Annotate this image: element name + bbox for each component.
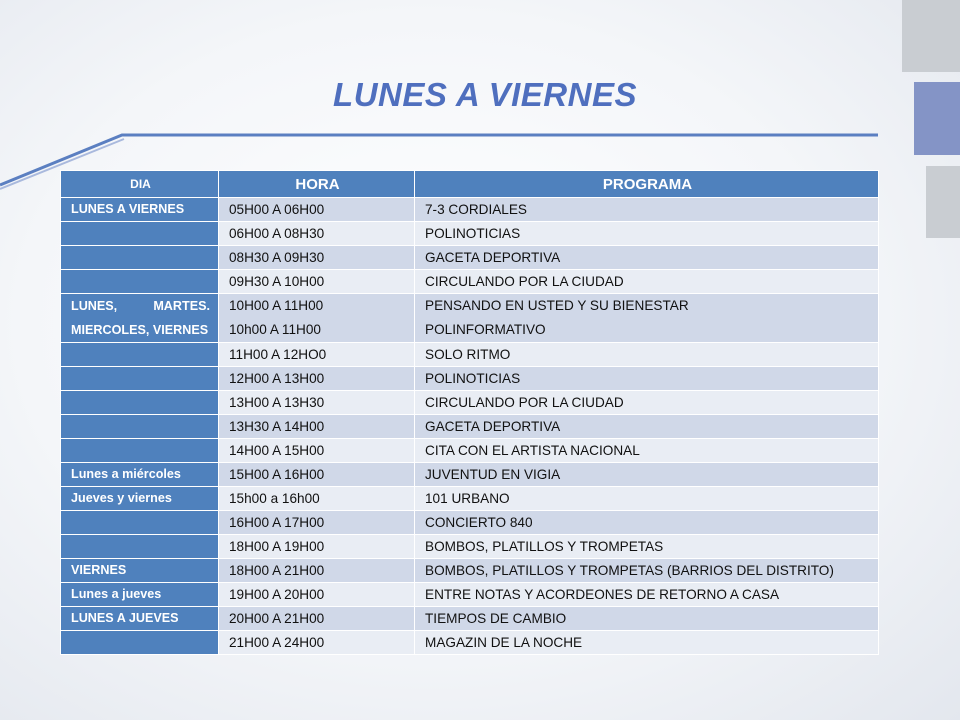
row-hora: 13H00 A 13H30 [219,391,415,415]
row-programa-line-1: PENSANDO EN USTED Y SU BIENESTAR [425,298,689,313]
row-hora [219,294,415,343]
table-row [61,559,879,583]
row-hora: 15H00 A 16H00 [219,463,415,487]
row-dia: Jueves y viernes [61,487,219,511]
row-programa: 101 URBANO [415,487,879,511]
row-hora-line-1: 10H00 A 11H00 [229,298,324,313]
row-dia [61,367,219,391]
table-row [61,535,879,559]
table-row [61,439,879,463]
table-row [61,198,879,222]
row-dia [61,222,219,246]
row-dia [61,343,219,367]
table-row [61,607,879,631]
row-dia: Lunes a jueves [61,583,219,607]
row-programa: GACETA DEPORTIVA [415,246,879,270]
table-row [61,270,879,294]
table-row [61,391,879,415]
row-programa: CITA CON EL ARTISTA NACIONAL [415,439,879,463]
row-dia [61,631,219,655]
row-hora: 09H30 A 10H00 [219,270,415,294]
row-dia [61,415,219,439]
table-row [61,367,879,391]
row-programa: TIEMPOS DE CAMBIO [415,607,879,631]
row-programa: POLINOTICIAS [415,367,879,391]
row-hora: 18H00 A 21H00 [219,559,415,583]
row-hora: 14H00 A 15H00 [219,439,415,463]
row-programa: CIRCULANDO POR LA CIUDAD [415,391,879,415]
row-dia: LUNES, MARTES. MIERCOLES, VIERNES [61,294,219,343]
table-row [61,415,879,439]
row-dia [61,535,219,559]
row-hora: 13H30 A 14H00 [219,415,415,439]
table-row [61,487,879,511]
decorative-square-top [902,0,960,72]
row-hora: 21H00 A 24H00 [219,631,415,655]
row-hora: 20H00 A 21H00 [219,607,415,631]
row-programa: JUVENTUD EN VIGIA [415,463,879,487]
row-dia: VIERNES [61,559,219,583]
row-programa: BOMBOS, PLATILLOS Y TROMPETAS [415,535,879,559]
row-hora: 08H30 A 09H30 [219,246,415,270]
table-row [61,631,879,655]
row-programa: CONCIERTO 840 [415,511,879,535]
header-hora: HORA [219,171,415,198]
row-hora: 16H00 A 17H00 [219,511,415,535]
header-dia: DIA [61,171,219,198]
table-row [61,463,879,487]
row-dia: LUNES A VIERNES [61,198,219,222]
table-row [61,246,879,270]
row-dia: LUNES A JUEVES [61,607,219,631]
row-hora: 12H00 A 13H00 [219,367,415,391]
header-programa: PROGRAMA [415,171,879,198]
row-hora: 06H00 A 08H30 [219,222,415,246]
page-title: LUNES A VIERNES [333,76,637,113]
table-row [61,343,879,367]
row-programa: 7-3 CORDIALES [415,198,879,222]
table-row [61,222,879,246]
row-dia [61,391,219,415]
row-hora-line-2: 10h00 A 11H00 [229,322,321,337]
row-hora: 18H00 A 19H00 [219,535,415,559]
row-dia: Lunes a miércoles [61,463,219,487]
row-programa: POLINOTICIAS [415,222,879,246]
row-hora: 11H00 A 12HO0 [219,343,415,367]
row-programa: CIRCULANDO POR LA CIUDAD [415,270,879,294]
row-hora: 15h00 a 16h00 [219,487,415,511]
row-programa: ENTRE NOTAS Y ACORDEONES DE RETORNO A CASA [415,583,879,607]
row-programa: GACETA DEPORTIVA [415,415,879,439]
row-dia [61,439,219,463]
table-row [61,511,879,535]
table-row [61,294,879,343]
row-programa [415,294,879,343]
row-programa-line-2: POLINFORMATIVO [425,322,546,337]
row-programa: SOLO RITMO [415,343,879,367]
row-programa: BOMBOS, PLATILLOS Y TROMPETAS (BARRIOS DEL DISTRITO) [415,559,879,583]
row-dia [61,246,219,270]
row-hora: 19H00 A 20H00 [219,583,415,607]
row-programa: MAGAZIN DE LA NOCHE [415,631,879,655]
row-hora: 05H00 A 06H00 [219,198,415,222]
schedule-table [60,170,879,655]
row-dia [61,511,219,535]
table-header-row [61,171,879,198]
row-dia [61,270,219,294]
table-row [61,583,879,607]
decorative-square-bottom [926,166,960,238]
